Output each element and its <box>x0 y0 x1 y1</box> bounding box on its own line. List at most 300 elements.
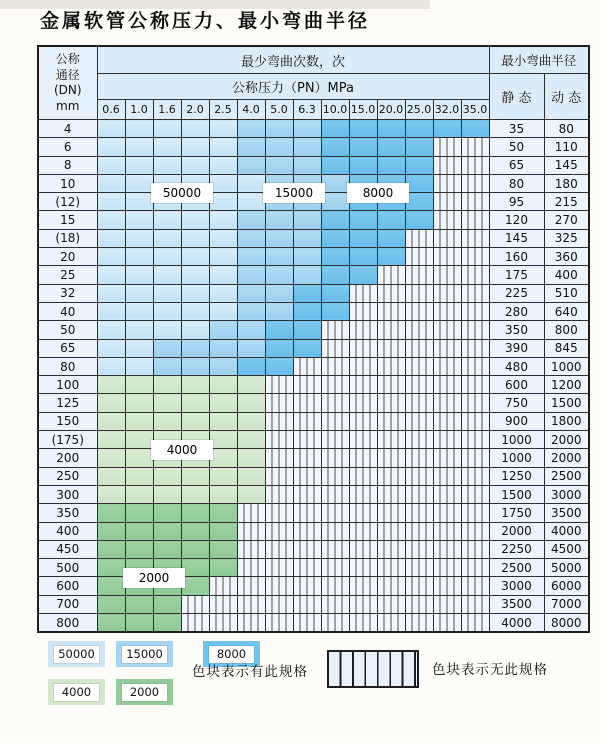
cycle-cell-4000 <box>209 449 237 467</box>
cycle-cell-none <box>349 504 377 522</box>
region-label-4000: 4000 <box>151 440 213 460</box>
cycle-cell-4000 <box>125 467 153 485</box>
pressure-col-header: 2.0 <box>181 100 209 120</box>
cycle-cell-50000 <box>97 193 125 211</box>
cycle-cell-none <box>349 449 377 467</box>
cycle-cell-2000 <box>209 540 237 558</box>
cycle-cell-none <box>237 595 265 613</box>
dynamic-radius-cell: 180 <box>544 174 589 192</box>
cycle-cell-8000 <box>293 339 321 357</box>
dynamic-radius-cell: 270 <box>544 211 589 229</box>
table-row <box>38 540 589 558</box>
cycle-cell-15000 <box>209 321 237 339</box>
no-spec-caption: 色块表示无此规格 <box>432 662 548 678</box>
cycle-cell-none <box>461 357 489 375</box>
cycle-cell-none <box>377 376 405 394</box>
cycle-cell-2000 <box>97 504 125 522</box>
cycle-cell-none <box>461 339 489 357</box>
cycle-cell-none <box>433 412 461 430</box>
legend-swatch-label: 15000 <box>122 646 167 663</box>
cycle-cell-none <box>293 412 321 430</box>
legend-swatch-50000 <box>48 641 105 667</box>
cycle-cell-15000 <box>265 156 293 174</box>
cycle-cell-none <box>461 229 489 247</box>
cycle-cell-none <box>237 522 265 540</box>
cycle-cell-none <box>293 577 321 595</box>
cycle-cell-none <box>461 248 489 266</box>
cycle-cell-none <box>321 522 349 540</box>
cycle-cell-none <box>405 302 433 320</box>
cycle-cell-50000 <box>181 302 209 320</box>
cycle-cell-none <box>433 376 461 394</box>
table-row <box>38 321 589 339</box>
static-header: 静 态 <box>489 74 544 120</box>
cycle-cell-50000 <box>209 284 237 302</box>
cycle-cell-8000 <box>349 156 377 174</box>
cycle-cell-8000 <box>377 138 405 156</box>
cycle-cell-none <box>377 540 405 558</box>
cycle-cell-50000 <box>209 193 237 211</box>
cycle-cell-none <box>461 211 489 229</box>
cycle-cell-none <box>433 467 461 485</box>
dynamic-radius-cell: 325 <box>544 229 589 247</box>
dynamic-radius-cell: 640 <box>544 302 589 320</box>
cycle-cell-none <box>377 266 405 284</box>
cycle-cell-none <box>349 339 377 357</box>
cycle-cell-8000 <box>349 211 377 229</box>
table-row <box>38 376 589 394</box>
dn-corner-line: mm <box>56 98 80 113</box>
table-row <box>38 412 589 430</box>
cycle-cell-8000 <box>461 120 489 138</box>
cycle-cell-4000 <box>237 449 265 467</box>
cycle-cell-none <box>433 522 461 540</box>
cycle-cell-none <box>349 394 377 412</box>
cycle-cell-50000 <box>125 357 153 375</box>
cycle-cell-none <box>293 357 321 375</box>
cycle-cell-2000 <box>97 522 125 540</box>
cycle-cell-none <box>433 248 461 266</box>
cycle-cell-none <box>237 614 265 633</box>
cycle-cell-15000 <box>153 357 181 375</box>
cycle-cell-4000 <box>209 394 237 412</box>
dn-cell: 450 <box>38 540 97 558</box>
cycle-cell-2000 <box>209 504 237 522</box>
cycle-cell-8000 <box>293 302 321 320</box>
cycle-cell-none <box>321 376 349 394</box>
cycle-cell-none <box>461 266 489 284</box>
cycle-cell-4000 <box>125 412 153 430</box>
dynamic-radius-cell: 2000 <box>544 449 589 467</box>
cycle-cell-none <box>265 467 293 485</box>
cycle-cell-15000 <box>237 266 265 284</box>
cycle-cell-4000 <box>237 485 265 503</box>
cycle-cell-15000 <box>265 229 293 247</box>
dynamic-radius-cell: 800 <box>544 321 589 339</box>
cycle-cell-none <box>293 394 321 412</box>
dynamic-radius-cell: 1200 <box>544 376 589 394</box>
cycle-cell-15000 <box>237 211 265 229</box>
cycle-cell-none <box>433 138 461 156</box>
pressure-header: 公称压力（PN）MPa <box>97 74 489 100</box>
table-row <box>38 394 589 412</box>
cycle-cell-50000 <box>125 211 153 229</box>
dynamic-radius-cell: 4500 <box>544 540 589 558</box>
cycle-cell-15000 <box>237 248 265 266</box>
cycle-cell-2000 <box>97 559 125 577</box>
cycle-cell-8000 <box>265 321 293 339</box>
cycle-cell-none <box>321 614 349 633</box>
dynamic-radius-cell: 8000 <box>544 614 589 633</box>
cycle-cell-4000 <box>125 394 153 412</box>
static-radius-cell: 95 <box>489 193 544 211</box>
cycle-cell-15000 <box>293 229 321 247</box>
cycle-cell-none <box>349 540 377 558</box>
pressure-col-header: 6.3 <box>293 100 321 120</box>
cycle-cell-2000 <box>125 522 153 540</box>
static-radius-cell: 750 <box>489 394 544 412</box>
cycle-cell-none <box>209 614 237 633</box>
cycle-cell-none <box>321 577 349 595</box>
dynamic-radius-cell: 2000 <box>544 431 589 449</box>
static-radius-cell: 1750 <box>489 504 544 522</box>
table-row <box>38 485 589 503</box>
region-label-50000: 50000 <box>151 183 213 203</box>
dynamic-radius-cell: 1800 <box>544 412 589 430</box>
cycle-cell-none <box>265 614 293 633</box>
table-row <box>38 211 589 229</box>
pressure-col-header: 20.0 <box>377 100 405 120</box>
cycle-cell-none <box>461 394 489 412</box>
dynamic-radius-cell: 5000 <box>544 559 589 577</box>
dynamic-radius-cell: 145 <box>544 156 589 174</box>
cycle-cell-none <box>461 302 489 320</box>
cycle-cell-none <box>321 559 349 577</box>
dynamic-radius-cell: 7000 <box>544 595 589 613</box>
static-radius-cell: 145 <box>489 229 544 247</box>
cycle-cell-50000 <box>209 211 237 229</box>
dynamic-radius-cell: 4000 <box>544 522 589 540</box>
dn-cell: 400 <box>38 522 97 540</box>
cycle-cell-none <box>405 266 433 284</box>
cycle-cell-50000 <box>209 248 237 266</box>
cycle-cell-4000 <box>97 449 125 467</box>
cycle-cell-none <box>293 595 321 613</box>
dynamic-radius-cell: 6000 <box>544 577 589 595</box>
region-label-8000: 8000 <box>347 183 409 203</box>
static-radius-cell: 1000 <box>489 449 544 467</box>
static-radius-cell: 2250 <box>489 540 544 558</box>
cycle-cell-none <box>377 595 405 613</box>
no-spec-swatch <box>327 650 419 688</box>
cycle-cell-none <box>377 339 405 357</box>
cycle-cell-15000 <box>265 248 293 266</box>
cycle-cell-50000 <box>97 321 125 339</box>
cycle-cell-none <box>461 485 489 503</box>
cycle-cell-15000 <box>209 339 237 357</box>
cycle-cell-none <box>265 485 293 503</box>
page-title: 金属软管公称压力、最小弯曲半径 <box>40 10 371 32</box>
cycle-cell-8000 <box>405 174 433 192</box>
table-row <box>38 266 589 284</box>
cycle-cell-8000 <box>321 284 349 302</box>
cycle-cell-8000 <box>377 211 405 229</box>
pressure-col-header: 2.5 <box>209 100 237 120</box>
cycle-cell-none <box>377 357 405 375</box>
cycle-cell-none <box>321 321 349 339</box>
cycle-cell-50000 <box>181 248 209 266</box>
cycle-cell-8000 <box>349 229 377 247</box>
cycle-cell-15000 <box>181 339 209 357</box>
dn-cell: 100 <box>38 376 97 394</box>
static-radius-cell: 1250 <box>489 467 544 485</box>
cycle-cell-none <box>237 577 265 595</box>
cycle-cell-4000 <box>181 394 209 412</box>
cycle-cell-none <box>265 522 293 540</box>
cycle-cell-none <box>377 321 405 339</box>
dn-cell: 8 <box>38 156 97 174</box>
cycle-cell-none <box>405 522 433 540</box>
cycle-cell-15000 <box>293 156 321 174</box>
cycle-cell-2000 <box>181 577 209 595</box>
cycle-cell-none <box>321 339 349 357</box>
table-row <box>38 357 589 375</box>
cycle-cell-50000 <box>181 156 209 174</box>
cycle-cell-2000 <box>97 614 125 633</box>
cycle-cell-none <box>181 595 209 613</box>
cycle-cell-15000 <box>209 357 237 375</box>
static-radius-cell: 80 <box>489 174 544 192</box>
cycle-cell-50000 <box>125 339 153 357</box>
cycle-cell-50000 <box>237 174 265 192</box>
cycle-cell-none <box>405 449 433 467</box>
region-label-15000: 15000 <box>263 183 325 203</box>
cycle-cell-none <box>461 376 489 394</box>
cycle-cell-none <box>433 174 461 192</box>
pressure-col-header: 35.0 <box>461 100 489 120</box>
cycle-cell-none <box>433 449 461 467</box>
cycle-cell-2000 <box>181 522 209 540</box>
table-row <box>38 577 589 595</box>
cycle-cell-50000 <box>209 174 237 192</box>
cycle-cell-2000 <box>125 614 153 633</box>
pressure-col-header: 1.6 <box>153 100 181 120</box>
cycle-cell-none <box>405 467 433 485</box>
cycle-cell-none <box>265 559 293 577</box>
cycle-cell-50000 <box>209 120 237 138</box>
cycle-cell-4000 <box>181 467 209 485</box>
static-radius-cell: 600 <box>489 376 544 394</box>
cycle-cell-none <box>349 614 377 633</box>
cycle-cell-none <box>377 522 405 540</box>
static-radius-cell: 3000 <box>489 577 544 595</box>
cycle-cell-none <box>405 229 433 247</box>
dn-cell: 600 <box>38 577 97 595</box>
cycle-cell-50000 <box>125 120 153 138</box>
cycle-cell-none <box>377 504 405 522</box>
cycle-cell-15000 <box>265 138 293 156</box>
cycle-cell-none <box>461 467 489 485</box>
cycle-cell-none <box>349 284 377 302</box>
cycle-cell-50000 <box>125 229 153 247</box>
cycle-cell-15000 <box>321 193 349 211</box>
cycle-cell-4000 <box>237 394 265 412</box>
cycle-cell-none <box>293 376 321 394</box>
cycle-cell-none <box>433 559 461 577</box>
cycle-cell-2000 <box>125 504 153 522</box>
cycle-cell-50000 <box>153 156 181 174</box>
dynamic-radius-cell: 845 <box>544 339 589 357</box>
cycle-cell-8000 <box>377 120 405 138</box>
cycle-cell-none <box>377 467 405 485</box>
cycle-cell-50000 <box>97 266 125 284</box>
legend-swatch-label: 2000 <box>122 684 167 701</box>
cycle-cell-none <box>293 522 321 540</box>
cycle-cell-8000 <box>293 321 321 339</box>
cycle-cell-none <box>461 614 489 633</box>
cycle-cell-none <box>377 577 405 595</box>
cycle-cell-8000 <box>349 266 377 284</box>
cycle-cell-50000 <box>97 156 125 174</box>
cycle-cell-2000 <box>97 540 125 558</box>
cycle-cell-50000 <box>125 321 153 339</box>
cycle-cell-none <box>405 540 433 558</box>
dn-cell: 15 <box>38 211 97 229</box>
cycle-cell-15000 <box>265 120 293 138</box>
pressure-col-header: 5.0 <box>265 100 293 120</box>
cycle-cell-none <box>265 449 293 467</box>
dn-corner-line: 通径 <box>55 67 80 82</box>
cycle-cell-none <box>461 504 489 522</box>
table-row <box>38 248 589 266</box>
dynamic-header: 动 态 <box>544 74 589 120</box>
cycle-cell-none <box>405 248 433 266</box>
cycle-cell-50000 <box>125 174 153 192</box>
cycle-cell-2000 <box>209 559 237 577</box>
cycle-cell-none <box>377 412 405 430</box>
cycle-cell-none <box>293 449 321 467</box>
cycle-cell-none <box>377 394 405 412</box>
table-row <box>38 120 589 138</box>
cycle-cell-50000 <box>97 211 125 229</box>
legend-swatch-label: 8000 <box>209 646 254 663</box>
cycle-cell-none <box>405 339 433 357</box>
legend-swatch-2000 <box>116 679 173 705</box>
cycle-cell-2000 <box>153 595 181 613</box>
cycle-cell-8000 <box>349 120 377 138</box>
cycle-cell-4000 <box>125 431 153 449</box>
static-radius-cell: 3500 <box>489 595 544 613</box>
table-row <box>38 467 589 485</box>
legend <box>0 638 600 738</box>
cycle-cell-15000 <box>293 138 321 156</box>
cycle-cell-none <box>433 595 461 613</box>
static-radius-cell: 390 <box>489 339 544 357</box>
has-spec-caption: 色块表示有此规格 <box>192 664 308 680</box>
cycle-cell-none <box>433 357 461 375</box>
dn-corner-line: 公称 <box>55 52 80 66</box>
cycle-cell-none <box>405 284 433 302</box>
static-radius-cell: 280 <box>489 302 544 320</box>
static-radius-cell: 160 <box>489 248 544 266</box>
cycle-cell-none <box>461 449 489 467</box>
cycle-cell-8000 <box>433 120 461 138</box>
cycle-cell-none <box>461 174 489 192</box>
cycle-cell-8000 <box>405 211 433 229</box>
dynamic-radius-cell: 400 <box>544 266 589 284</box>
cycle-cell-none <box>321 357 349 375</box>
cycle-cell-none <box>265 376 293 394</box>
cycle-cell-15000 <box>237 138 265 156</box>
cycle-cell-none <box>461 412 489 430</box>
cycle-cell-none <box>349 357 377 375</box>
cycle-cell-50000 <box>125 138 153 156</box>
bend-cycles-header: 最少弯曲次数，次 <box>97 46 489 74</box>
cycle-cell-4000 <box>97 394 125 412</box>
pressure-col-header: 1.0 <box>125 100 153 120</box>
cycle-cell-none <box>405 376 433 394</box>
cycle-cell-8000 <box>405 138 433 156</box>
cycle-cell-none <box>405 485 433 503</box>
cycle-cell-8000 <box>321 302 349 320</box>
cycle-cell-50000 <box>97 174 125 192</box>
static-radius-cell: 1000 <box>489 431 544 449</box>
cycle-cell-none <box>265 431 293 449</box>
cycle-cell-none <box>321 431 349 449</box>
cycle-cell-15000 <box>265 266 293 284</box>
table-row <box>38 449 589 467</box>
cycle-cell-4000 <box>181 485 209 503</box>
dn-cell: 20 <box>38 248 97 266</box>
cycle-cell-none <box>405 357 433 375</box>
cycle-cell-none <box>405 577 433 595</box>
dynamic-radius-cell: 3500 <box>544 504 589 522</box>
cycle-cell-none <box>321 467 349 485</box>
cycle-cell-none <box>405 431 433 449</box>
cycle-cell-8000 <box>265 339 293 357</box>
cycle-cell-50000 <box>181 211 209 229</box>
pressure-col-header: 15.0 <box>349 100 377 120</box>
cycle-cell-none <box>209 595 237 613</box>
cycle-cell-none <box>349 412 377 430</box>
cycle-cell-none <box>433 614 461 633</box>
cycle-cell-none <box>377 431 405 449</box>
cycle-cell-15000 <box>265 302 293 320</box>
cycle-cell-15000 <box>293 120 321 138</box>
cycle-cell-50000 <box>181 120 209 138</box>
cycle-cell-none <box>377 284 405 302</box>
cycle-cell-8000 <box>405 193 433 211</box>
cycle-cell-8000 <box>321 138 349 156</box>
cycle-cell-50000 <box>97 339 125 357</box>
cycle-cell-none <box>237 540 265 558</box>
cycle-cell-none <box>349 522 377 540</box>
cycle-cell-4000 <box>97 376 125 394</box>
dynamic-radius-cell: 510 <box>544 284 589 302</box>
cycle-cell-4000 <box>209 485 237 503</box>
dn-cell: (18) <box>38 229 97 247</box>
cycle-cell-none <box>265 412 293 430</box>
cycle-cell-50000 <box>153 211 181 229</box>
cycle-cell-4000 <box>97 431 125 449</box>
cycle-cell-8000 <box>321 120 349 138</box>
cycle-cell-2000 <box>153 540 181 558</box>
cycle-cell-8000 <box>349 138 377 156</box>
cycle-cell-none <box>237 504 265 522</box>
cycle-cell-15000 <box>293 211 321 229</box>
cycle-cell-4000 <box>237 376 265 394</box>
cycle-cell-50000 <box>209 138 237 156</box>
